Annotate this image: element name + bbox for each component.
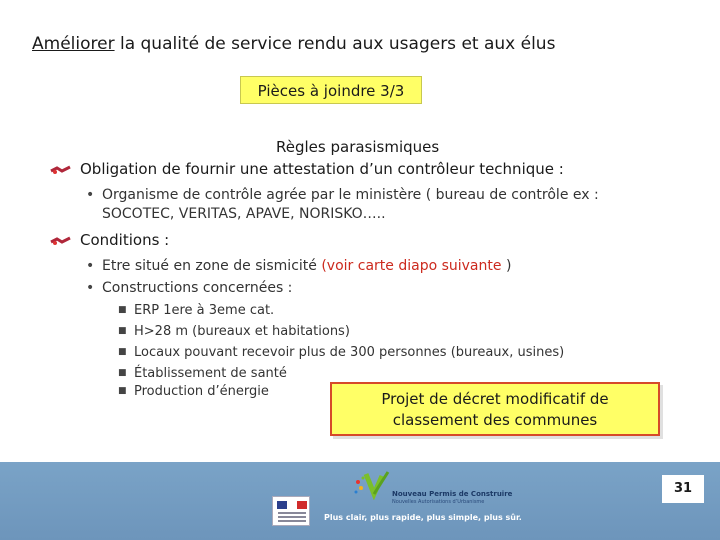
callout-line2: classement des communes: [392, 411, 598, 429]
logo-title: Nouveau Permis de Construire: [392, 490, 513, 498]
subitem-text: Locaux pouvant recevoir plus de 300 personnes (bureaux, usines): [134, 345, 565, 360]
callout-line1: Projet de décret modificatif de: [381, 390, 609, 408]
red-bullet-icon: [50, 236, 72, 246]
sub-bullet-organisme: [86, 187, 599, 203]
zone-text: Etre situé en zone de sismicité: [102, 258, 322, 274]
subitem-text: H>28 m (bureaux et habitations): [134, 324, 350, 339]
title-rest: la qualité de service rendu aux usagers et aux élus: [114, 34, 556, 54]
section-heading: Règles parasismiques: [276, 138, 440, 156]
bullet-conditions-label: Conditions :: [80, 231, 170, 249]
republique-logo-icon: [272, 496, 310, 526]
square-marker: ■: [118, 368, 127, 378]
page-number: 31: [662, 475, 704, 503]
subitem-text: Établissement de santé: [134, 366, 287, 381]
sub-bullet-constructions: [86, 280, 292, 296]
zone-link-text[interactable]: (voir carte diapo suivante: [321, 258, 502, 274]
pieces-badge: Pièces à joindre 3/3: [240, 76, 422, 104]
list-item: [118, 303, 274, 318]
permis-logo-icon: [352, 468, 394, 500]
square-marker: ■: [118, 326, 127, 336]
slide-title: [32, 34, 555, 54]
list-item: [118, 366, 287, 381]
red-bullet-icon: [50, 165, 72, 175]
list-item: [118, 345, 564, 360]
dot-marker: •: [86, 280, 95, 296]
constructions-text: Constructions concernées :: [102, 280, 293, 296]
footer-slogan: Plus clair, plus rapide, plus simple, plus sûr.: [324, 513, 522, 522]
zone-tail: ): [501, 258, 512, 274]
logo-subtitle: Nouvelles Autorisations d’Urbanisme: [392, 499, 485, 505]
dot-marker: •: [86, 187, 95, 203]
subitem-text: Production d’énergie: [134, 384, 269, 399]
dot-marker: •: [86, 258, 95, 274]
bullet-obligation-label: Obligation de fournir une attestation d’un contrôleur technique :: [80, 160, 564, 178]
square-marker: ■: [118, 386, 127, 396]
square-marker: ■: [118, 305, 127, 315]
bullet-conditions: [50, 231, 169, 249]
list-item: [118, 384, 269, 399]
title-underlined: Améliorer: [32, 34, 115, 54]
callout-decret: [330, 382, 660, 436]
sub-bullet-zone: [86, 258, 511, 274]
organisme-line2: SOCOTEC, VERITAS, APAVE, NORISKO…..: [102, 206, 386, 222]
list-item: [118, 324, 350, 339]
subitem-text: ERP 1ere à 3eme cat.: [134, 303, 275, 318]
bullet-obligation: [50, 160, 564, 178]
square-marker: ■: [118, 347, 127, 357]
organisme-line1: Organisme de contrôle agrée par le ministère ( bureau de contrôle ex :: [102, 187, 599, 203]
